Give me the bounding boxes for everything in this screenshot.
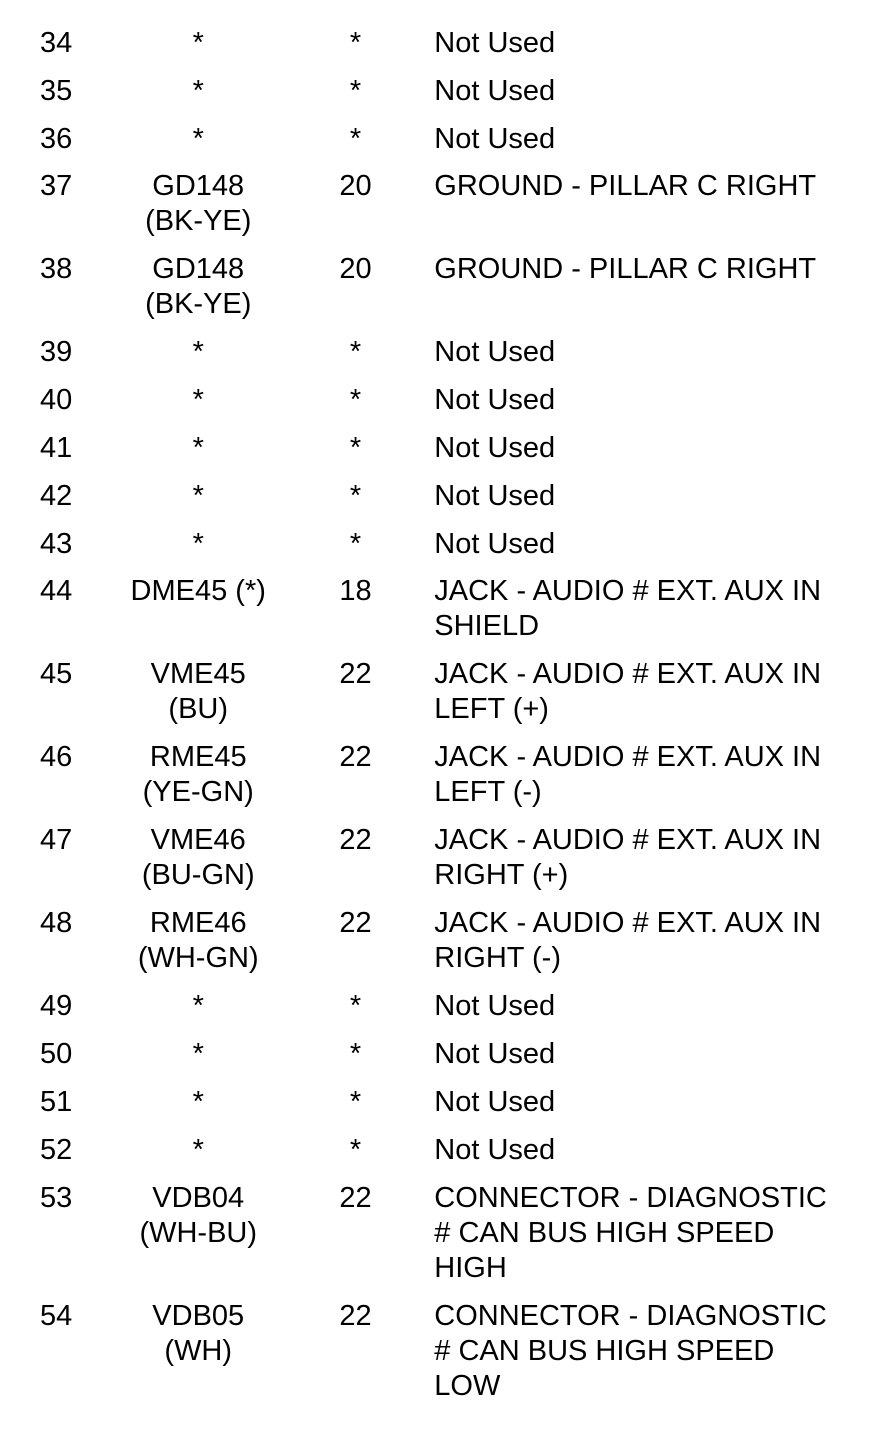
pin-function: JACK - AUDIO # EXT. AUX IN LEFT (-) xyxy=(434,741,822,809)
pin-function: Not Used xyxy=(434,479,556,512)
pin-number: 34 xyxy=(40,27,73,59)
circuit-id: * xyxy=(192,1085,204,1118)
table-row xyxy=(0,335,872,383)
wire-gauge: 22 xyxy=(339,824,372,857)
pin-function: Not Used xyxy=(434,27,556,59)
table-row xyxy=(0,657,872,740)
pin-function: Not Used xyxy=(434,990,556,1023)
pin-function: Not Used xyxy=(434,1038,556,1071)
pin-number: 46 xyxy=(40,741,73,774)
pin-function: Not Used xyxy=(434,336,556,369)
circuit-id: VDB05 (WH) xyxy=(152,1299,245,1367)
circuit-id: VME46 (BU-GN) xyxy=(141,824,255,892)
wire-gauge: 22 xyxy=(339,907,372,940)
table-row xyxy=(0,383,872,431)
pin-number: 50 xyxy=(40,1038,73,1071)
wire-gauge: 20 xyxy=(339,253,372,286)
pin-function: JACK - AUDIO # EXT. AUX IN RIGHT (-) xyxy=(434,907,822,975)
wire-gauge: * xyxy=(349,1133,362,1166)
pin-function: Not Used xyxy=(434,431,556,464)
table-row xyxy=(0,252,872,335)
pin-number: 35 xyxy=(40,74,73,107)
circuit-id: * xyxy=(192,384,204,417)
pin-number: 41 xyxy=(40,431,73,464)
circuit-id: RME46 (WH-GN) xyxy=(137,907,259,975)
wire-gauge: 18 xyxy=(339,575,372,608)
wire-gauge: 22 xyxy=(339,1181,372,1214)
pin-number: 52 xyxy=(40,1133,73,1166)
pin-function: Not Used xyxy=(434,527,556,560)
table-row xyxy=(0,823,872,906)
circuit-id: * xyxy=(192,74,204,107)
wire-gauge: * xyxy=(349,990,362,1023)
pin-number: 38 xyxy=(40,253,73,286)
pin-function: Not Used xyxy=(434,122,556,155)
wire-gauge: * xyxy=(349,479,362,512)
connector-pinout-table xyxy=(0,26,872,1417)
pin-number: 36 xyxy=(40,122,73,155)
circuit-id: VDB04 (WH-BU) xyxy=(139,1181,258,1249)
circuit-id: GD148 (BK-YE) xyxy=(145,170,252,238)
wire-gauge: 20 xyxy=(339,170,372,203)
wire-gauge: * xyxy=(349,27,362,59)
pin-number: 49 xyxy=(40,990,73,1023)
table-row xyxy=(0,1085,872,1133)
table-row xyxy=(0,740,872,823)
pin-number: 54 xyxy=(40,1299,73,1332)
wire-gauge: * xyxy=(349,384,362,417)
table-row xyxy=(0,989,872,1037)
wire-gauge: * xyxy=(349,1085,362,1118)
wire-gauge: * xyxy=(349,431,362,464)
table-row xyxy=(0,1181,872,1299)
table-row xyxy=(0,122,872,170)
table-row xyxy=(0,431,872,479)
wire-gauge: * xyxy=(349,336,362,369)
pin-number: 40 xyxy=(40,384,73,417)
wire-gauge: 22 xyxy=(339,1299,372,1332)
pin-function: JACK - AUDIO # EXT. AUX IN SHIELD xyxy=(434,575,822,643)
pin-function: JACK - AUDIO # EXT. AUX IN RIGHT (+) xyxy=(434,824,822,892)
pin-number: 48 xyxy=(40,907,73,940)
pin-number: 53 xyxy=(40,1181,73,1214)
circuit-id: * xyxy=(192,1038,204,1071)
table-row xyxy=(0,479,872,527)
pin-function: Not Used xyxy=(434,74,556,107)
circuit-id: * xyxy=(192,479,204,512)
table-row xyxy=(0,527,872,575)
circuit-id: * xyxy=(192,336,204,369)
pin-number: 45 xyxy=(40,658,73,691)
table-row xyxy=(0,169,872,252)
wire-gauge: 22 xyxy=(339,658,372,691)
pin-function: CONNECTOR - DIAGNOSTIC # CAN BUS HIGH SPEED LOW xyxy=(434,1299,827,1402)
table-row xyxy=(0,26,872,74)
pin-function: Not Used xyxy=(434,1133,556,1166)
circuit-id: * xyxy=(192,1133,204,1166)
table-row xyxy=(0,906,872,989)
pin-number: 43 xyxy=(40,527,73,560)
pin-number: 44 xyxy=(40,575,73,608)
table-row xyxy=(0,74,872,122)
circuit-id: * xyxy=(192,431,204,464)
circuit-id: * xyxy=(192,990,204,1023)
pin-function: GROUND - PILLAR C RIGHT xyxy=(434,170,817,203)
circuit-id: VME45 (BU) xyxy=(150,658,246,726)
table-row xyxy=(0,1133,872,1181)
table-row xyxy=(0,1037,872,1085)
wire-gauge: * xyxy=(349,1038,362,1071)
circuit-id: * xyxy=(192,27,204,59)
table-row xyxy=(0,1299,872,1417)
pin-function: GROUND - PILLAR C RIGHT xyxy=(434,253,817,286)
pin-number: 47 xyxy=(40,824,73,857)
pin-number: 37 xyxy=(40,170,73,203)
circuit-id: DME45 (*) xyxy=(130,575,266,608)
circuit-id: * xyxy=(192,122,204,155)
wire-gauge: * xyxy=(349,527,362,560)
pin-function: Not Used xyxy=(434,384,556,417)
pin-function: JACK - AUDIO # EXT. AUX IN LEFT (+) xyxy=(434,658,822,726)
circuit-id: GD148 (BK-YE) xyxy=(145,253,252,321)
circuit-id: RME45 (YE-GN) xyxy=(142,741,254,809)
pin-function: CONNECTOR - DIAGNOSTIC # CAN BUS HIGH SPEED HIGH xyxy=(434,1181,827,1284)
circuit-id: * xyxy=(192,527,204,560)
pin-number: 39 xyxy=(40,336,73,369)
pin-function: Not Used xyxy=(434,1085,556,1118)
wire-gauge: * xyxy=(349,74,362,107)
wire-gauge: * xyxy=(349,122,362,155)
pin-number: 42 xyxy=(40,479,73,512)
pin-number: 51 xyxy=(40,1085,73,1118)
wire-gauge: 22 xyxy=(339,741,372,774)
table-row xyxy=(0,574,872,657)
